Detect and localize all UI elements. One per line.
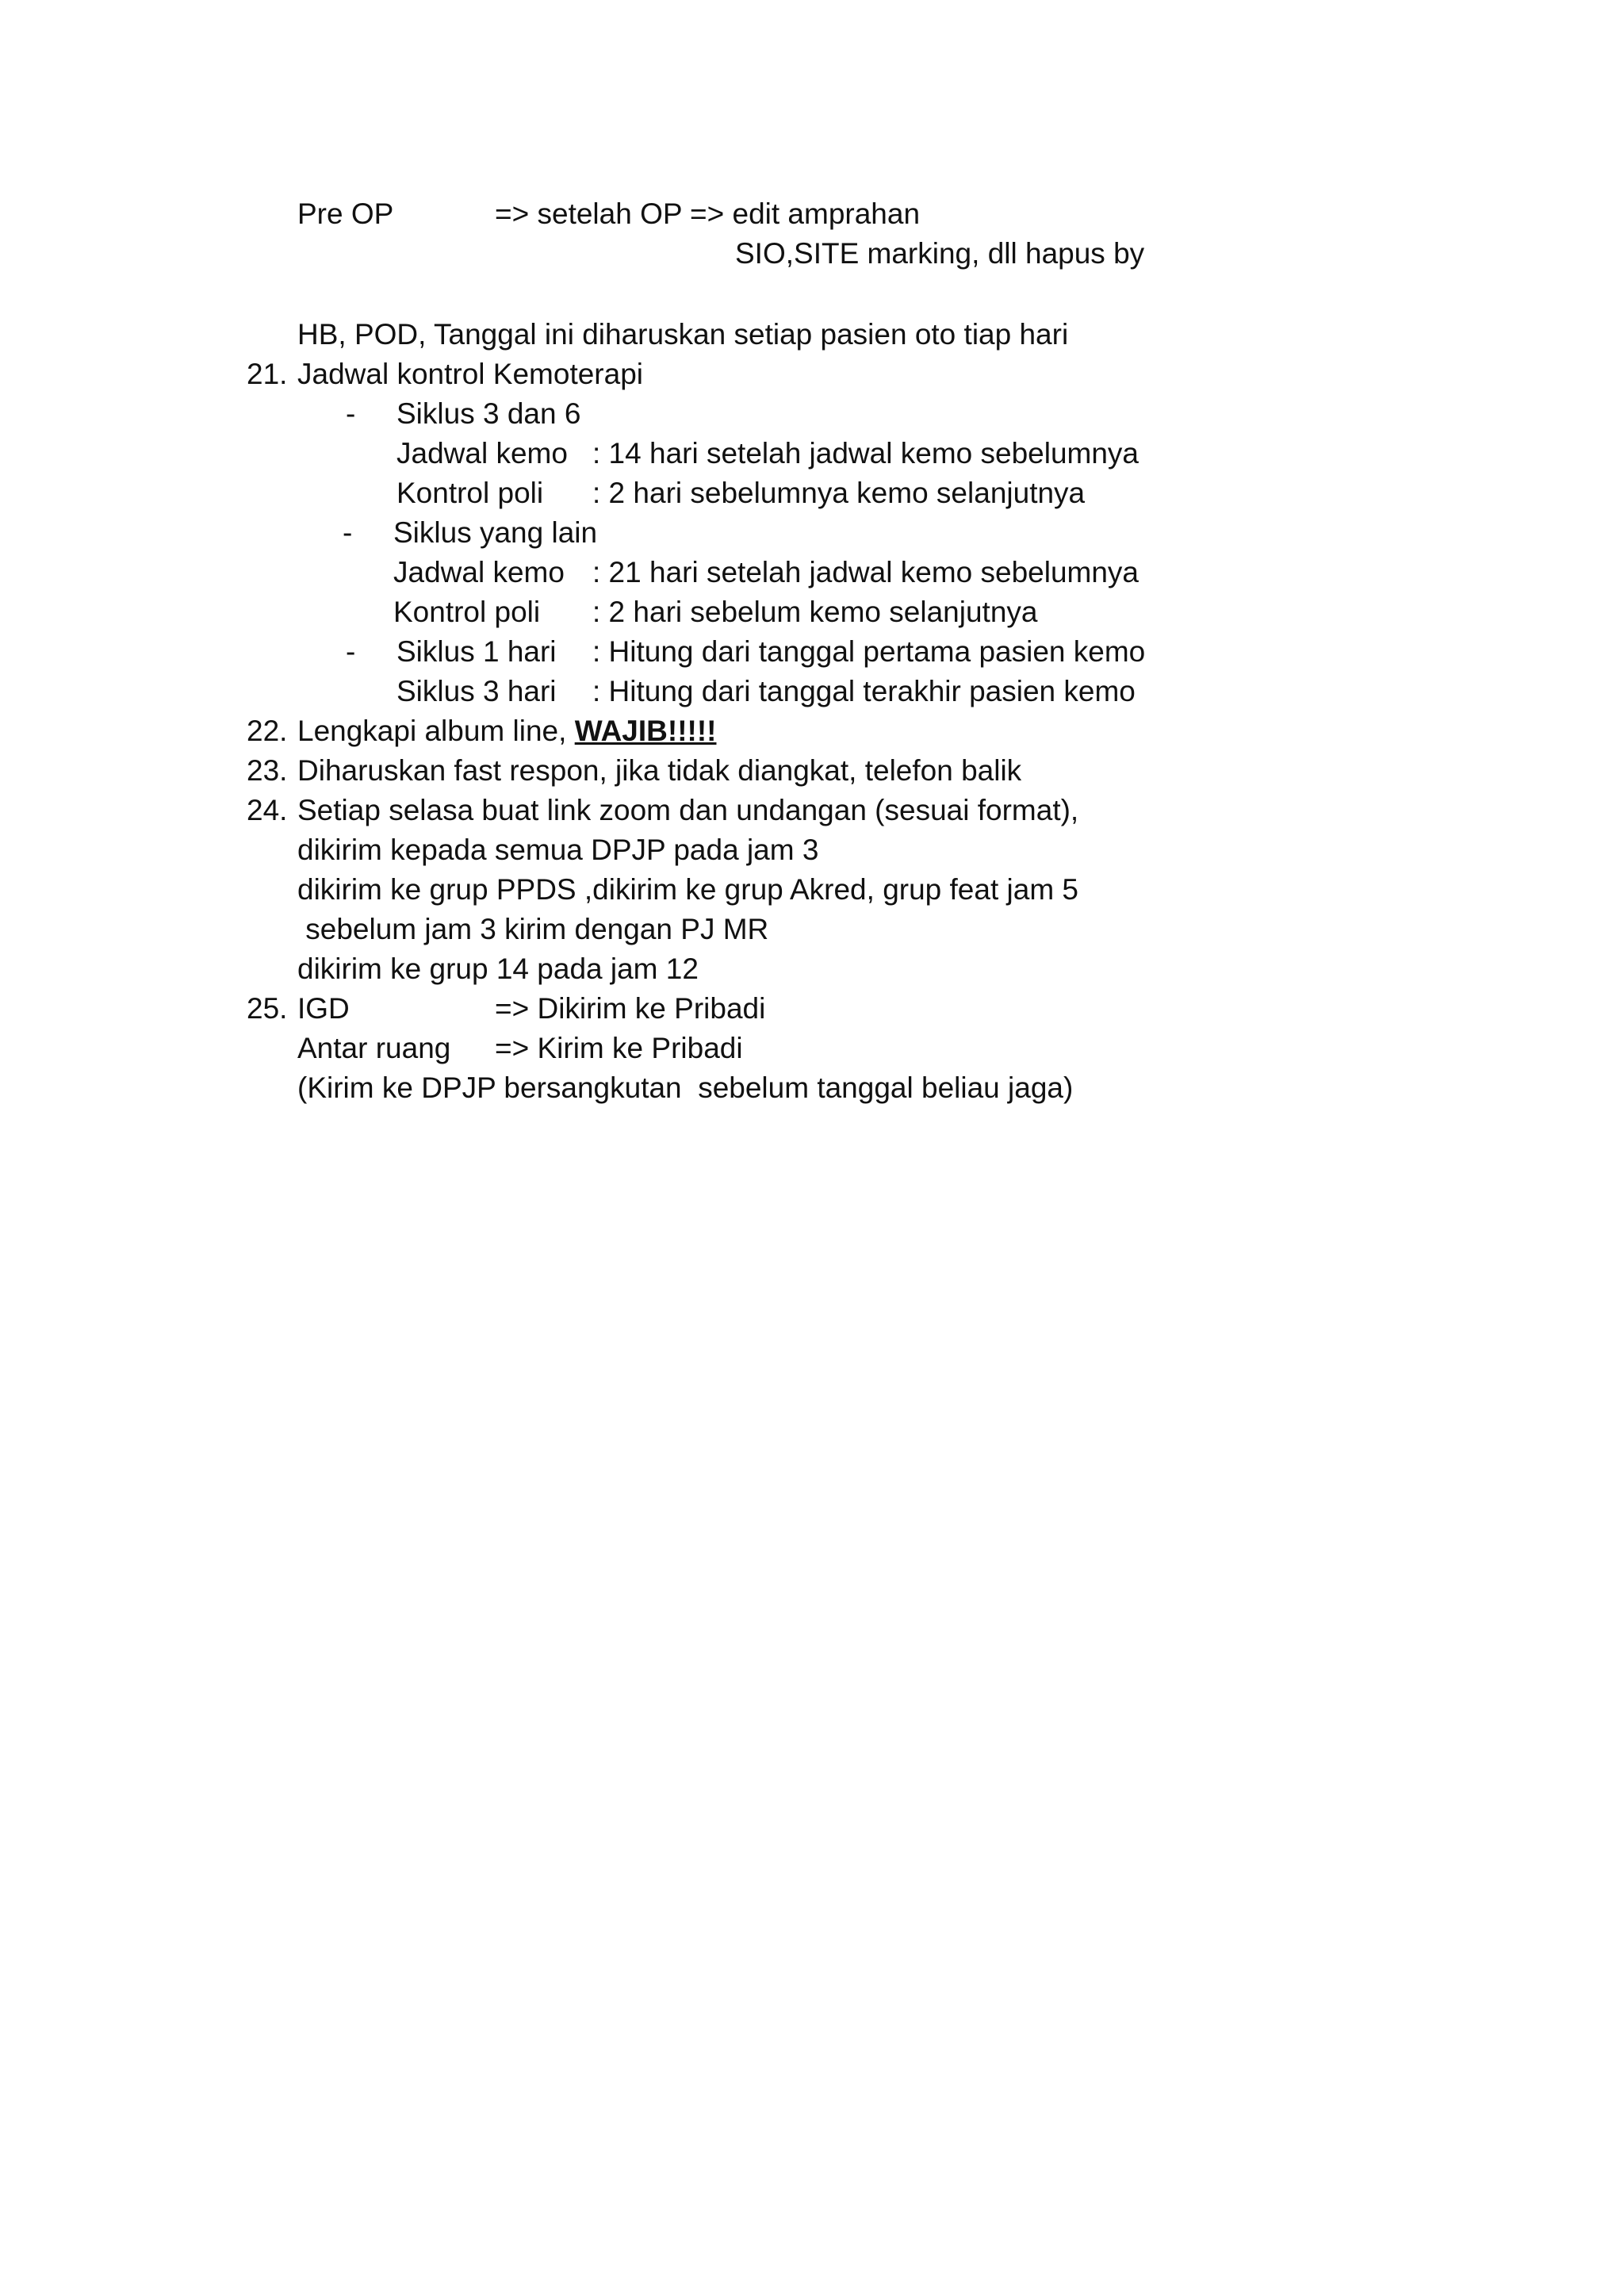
preop-arrow-edit: => edit amprahan [690,197,921,230]
group-heading: Siklus yang lain [393,516,598,549]
row-value: : 2 hari sebelum kemo selanjutnya [592,596,1038,628]
bullet-dash: - [346,397,356,430]
item-22-line [297,714,716,749]
item-21-title: Jadwal kontrol Kemoterapi [297,358,643,390]
item-23-number: 23. [247,754,288,787]
item-24-line: dikirim ke grup 14 pada jam 12 [297,953,699,985]
row-label: Kontrol poli [396,477,544,509]
row-label: Siklus 1 hari [396,635,557,668]
preop-line2: SIO,SITE marking, dll hapus by [735,237,1145,270]
row-label: Jadwal kemo [396,437,568,470]
row-value: => Dikirim ke Pribadi [495,992,766,1025]
item-24-line: Setiap selasa buat link zoom dan undangan (sesuai format), [297,794,1079,826]
row-value: => Kirim ke Pribadi [495,1032,743,1064]
wajib-emphasis: WAJIB!!!!! [574,715,717,747]
item-24-line: sebelum jam 3 kirim dengan PJ MR [297,913,769,945]
row-value: : 14 hari setelah jadwal kemo sebelumnya [592,437,1139,470]
hb-line: HB, POD, Tanggal ini diharuskan setiap pasien oto tiap hari [297,318,1069,351]
bullet-dash: - [346,635,356,668]
item-22-number: 22. [247,715,288,747]
item-21-number: 21. [247,358,288,390]
row-value: : 2 hari sebelumnya kemo selanjutnya [592,477,1086,509]
row-value: : Hitung dari tanggal pertama pasien kemo [592,635,1146,668]
preop-label: Pre OP [297,197,394,230]
item-25-note: (Kirim ke DPJP bersangkutan sebelum tanggal beliau jaga) [297,1071,1074,1104]
row-label: Jadwal kemo [393,556,565,588]
item-22-text: Lengkapi album line, [297,715,575,747]
row-label: Antar ruang [297,1032,451,1064]
bullet-dash: - [343,516,353,549]
row-label: Kontrol poli [393,596,541,628]
row-value: : 21 hari setelah jadwal kemo sebelumnya [592,556,1139,588]
group-heading: Siklus 3 dan 6 [396,397,581,430]
item-24-number: 24. [247,794,288,826]
item-24-line: dikirim kepada semua DPJP pada jam 3 [297,834,819,866]
item-24-line: dikirim ke grup PPDS ,dikirim ke grup Akred, grup feat jam 5 [297,873,1078,906]
row-label: IGD [297,992,350,1025]
row-label: Siklus 3 hari [396,675,557,707]
item-25-number: 25. [247,992,288,1025]
item-23-text: Diharuskan fast respon, jika tidak diangkat, telefon balik [297,754,1022,787]
row-value: : Hitung dari tanggal terakhir pasien kemo [592,675,1136,707]
preop-arrow-setelah: => setelah OP [495,197,683,230]
